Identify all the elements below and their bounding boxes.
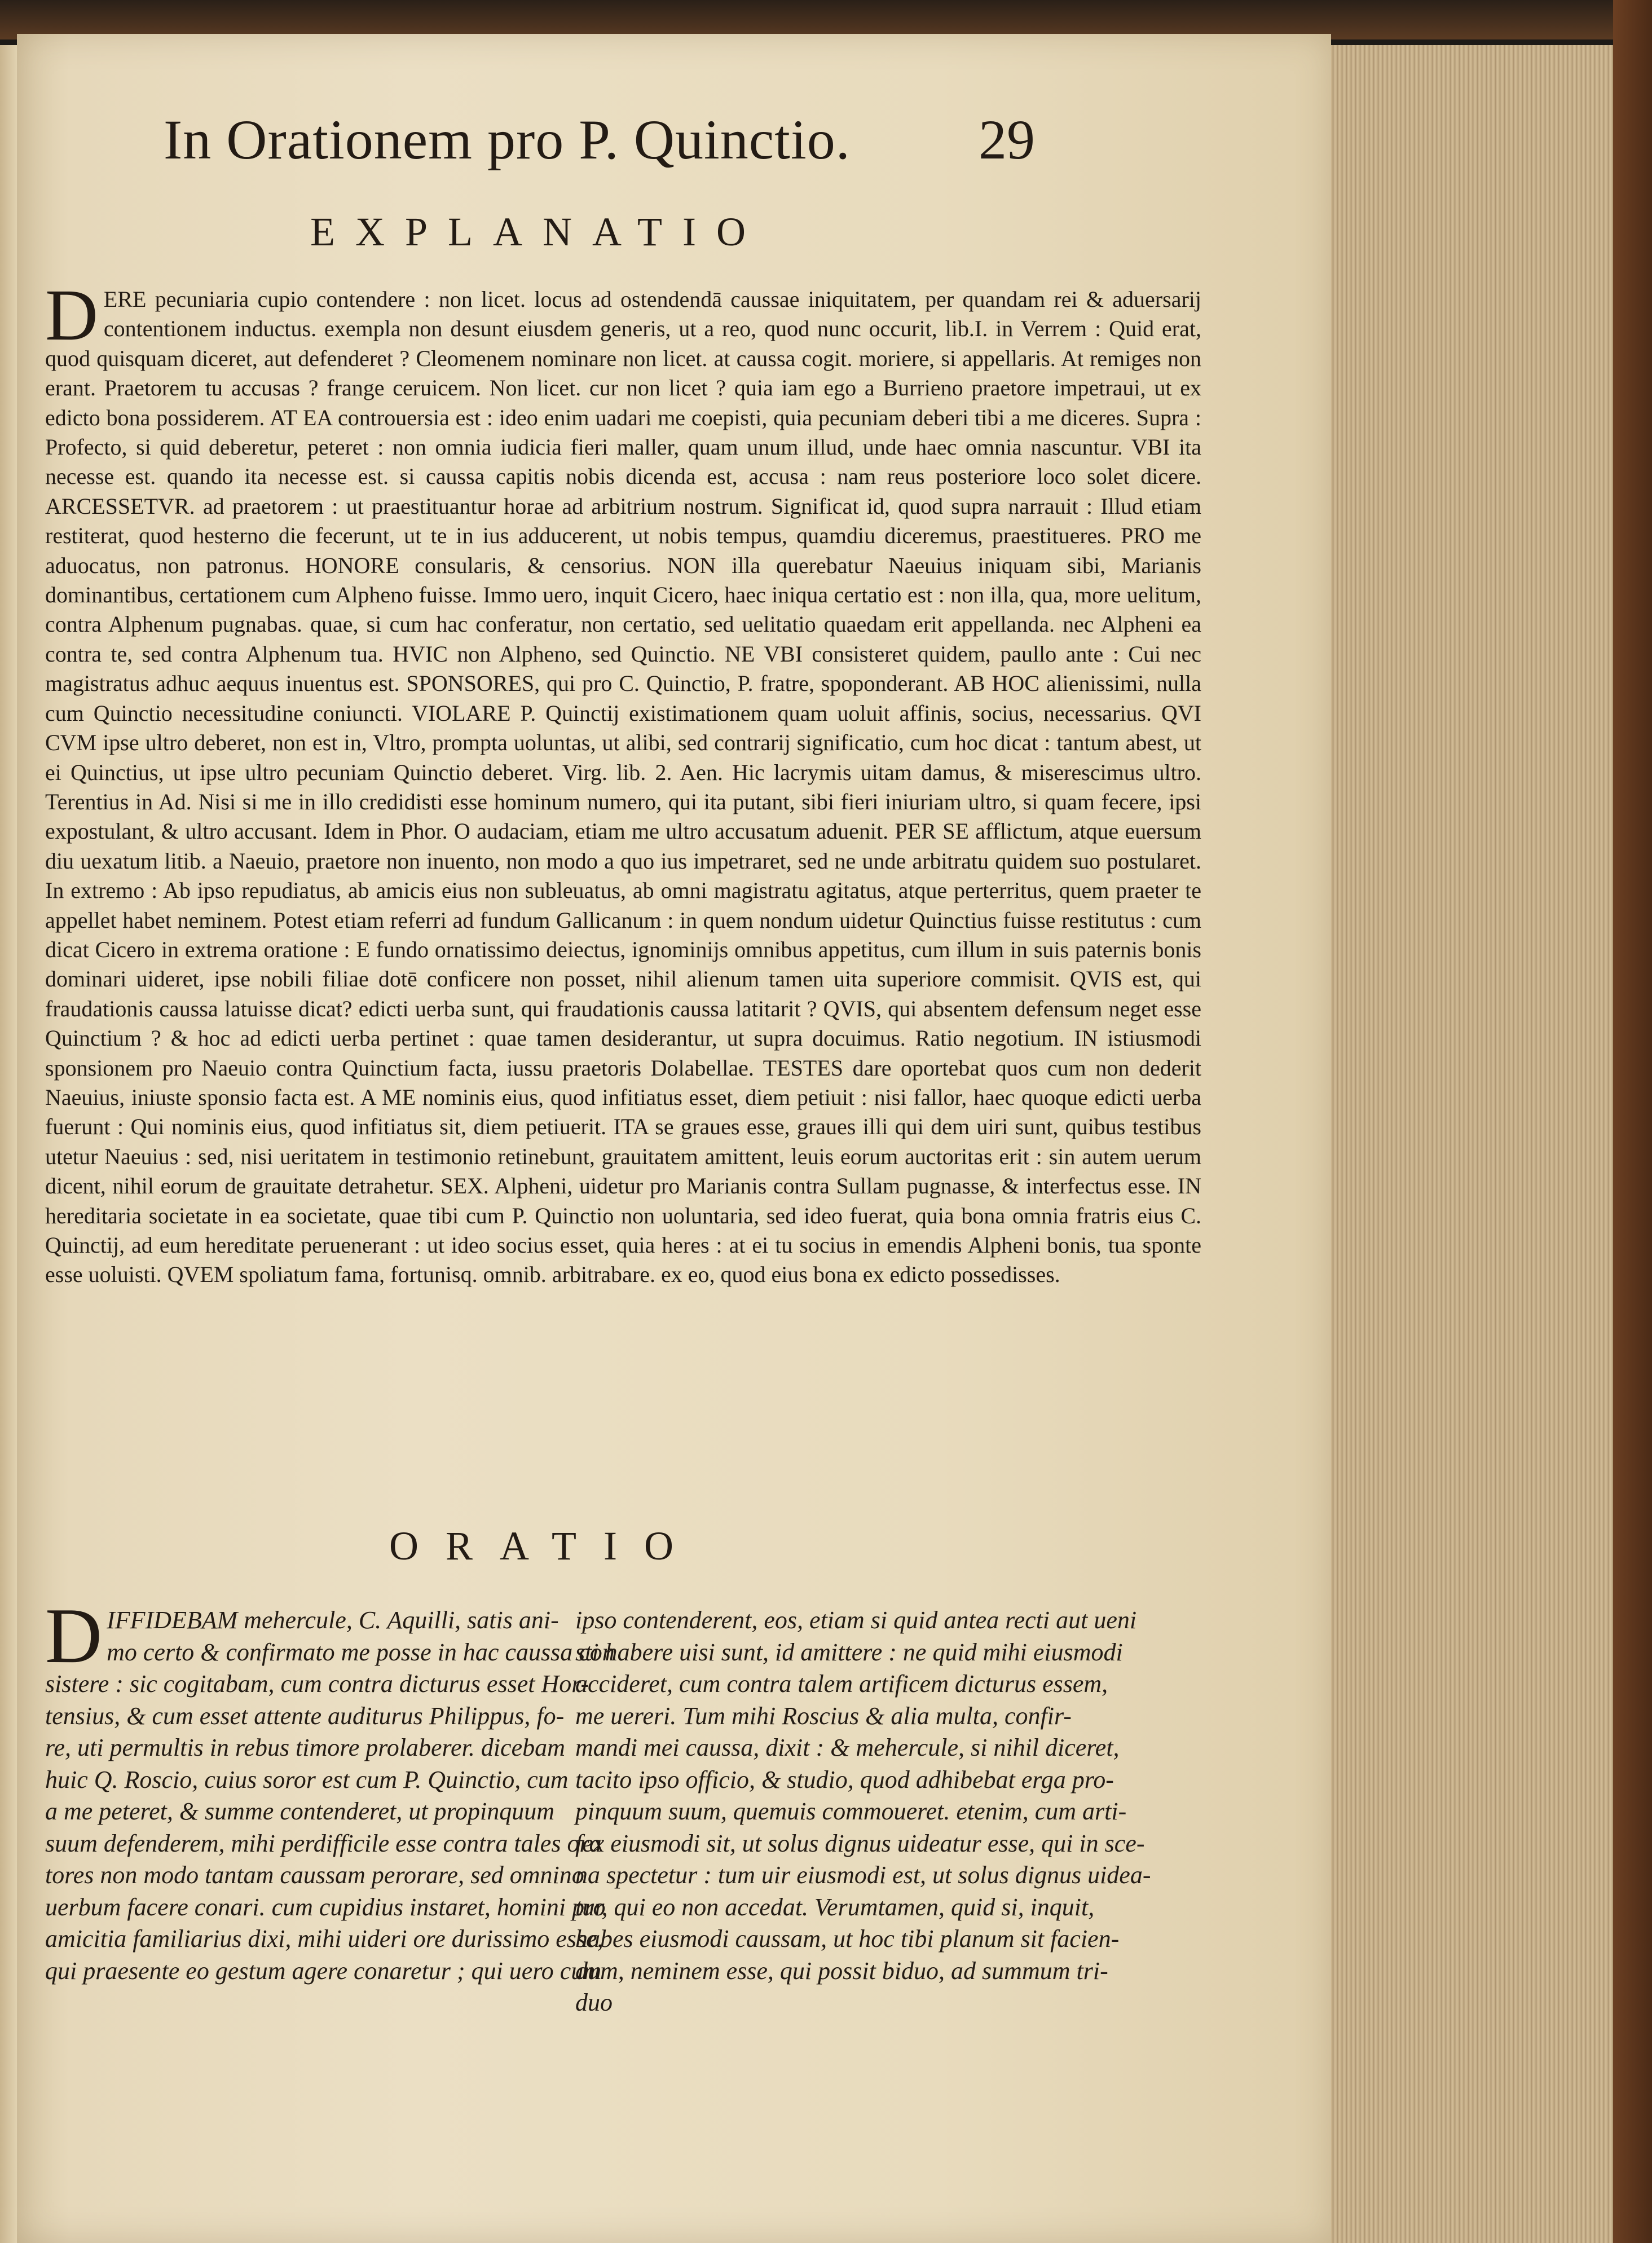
text-line: mo certo & confirmato me posse in hac caussa con <box>107 1638 615 1666</box>
running-title: In Orationem pro P. Quinctio. <box>164 108 851 171</box>
text-line: sistere : sic cogitabam, cum contra dicturus esset Hor- <box>45 1670 589 1698</box>
text-line: mandi mei caussa, dixit : & mehercule, si nihil diceret, <box>575 1734 1120 1761</box>
oratio-right-column <box>575 1605 1151 2019</box>
text-line: re, uti permultis in rebus timore prolaberer. dicebam <box>45 1734 565 1761</box>
explanatio-heading: EXPLANATIO <box>310 209 766 254</box>
text-line: qui praesente eo gestum agere conaretur ; qui uero cum <box>45 1956 602 1985</box>
text-line: habes eiusmodi caussam, ut hoc tibi planum sit facien- <box>575 1925 1120 1953</box>
drop-initial: D <box>45 275 98 356</box>
text-line: sti habere uisi sunt, id amittere : ne quid mihi eiusmodi <box>575 1638 1123 1666</box>
explanatio-body <box>45 275 1201 1290</box>
text-line: dum, neminem esse, qui possit biduo, ad summum tri- <box>575 1956 1108 1985</box>
text-line: pinquum suum, quemuis commoueret. etenim, cum arti- <box>575 1797 1127 1825</box>
previous-page-edge <box>0 45 17 2243</box>
drop-initial: D <box>45 1592 103 1680</box>
oratio-left-lines <box>45 1592 615 1987</box>
text-line: tur, qui eo non accedat. Verumtamen, quid si, inquit, <box>575 1893 1095 1921</box>
text-line: me uereri. Tum mihi Roscius & alia multa, confir- <box>575 1702 1072 1730</box>
text-line: tensius, & cum esset attente auditurus Philippus, fo- <box>45 1702 565 1730</box>
text-line: na spectetur : tum uir eiusmodi est, ut solus dignus uidea- <box>575 1861 1151 1889</box>
text-line: tores non modo tantam caussam perorare, sed omnino <box>45 1861 584 1889</box>
text-line: huic Q. Roscio, cuius soror est cum P. Quinctio, cum <box>45 1765 569 1793</box>
text-line: duo <box>575 1989 613 2016</box>
text-line: IFFIDEBAM mehercule, C. Aquilli, satis ani- <box>107 1606 559 1634</box>
book-cover-edge <box>1613 0 1652 2243</box>
oratio-heading: ORATIO <box>389 1523 701 1568</box>
page-number: 29 <box>979 108 1035 171</box>
oratio-left-column <box>45 1592 615 1987</box>
text-line: fex eiusmodi sit, ut solus dignus uideatur esse, qui in sce- <box>575 1829 1145 1857</box>
text-line: ipso contenderent, eos, etiam si quid antea recti aut ueni <box>575 1606 1137 1634</box>
text-line: suum defenderem, mihi perdifficile esse contra tales ora <box>45 1829 602 1857</box>
text-line: amicitia familiarius dixi, mihi uideri ore durissimo esse, <box>45 1925 603 1953</box>
text-line: tacito ipso officio, & studio, quod adhibebat erga pro- <box>575 1765 1114 1793</box>
text-line: accideret, cum contra talem artificem dicturus essem, <box>575 1670 1108 1698</box>
text-line: a me peteret, & summe contenderet, ut propinquum <box>45 1797 555 1825</box>
page-block-fore-edge <box>1320 45 1652 2243</box>
explanatio-paragraph: ERE pecuniaria cupio contendere : non licet. locus ad ostendendā caussae iniquitatem, per quandam rei & aduersarij contentionem inductus. exempla non desunt eiusdem generis, ut a reo, quod nunc occurit, lib.I. in Verrem : Quid erat, quod quisquam diceret, aut defenderet ? Cleomenem nominare non licet. at caussa cogit. moriere, si appellaris. At remiges non erant. Praetorem tu accusas ? frange ceruicem. Non licet. cur non licet ? quia iam ego a Burrieno praetore impetraui, ut ex edicto bona possiderem. AT EA controuersia est : ideo enim uadari me coepisti, quia pecuniam deberi tibi a me diceres. Supra : Profecto, si quid deberetur, peteret : non omnia iudicia fieri maller, quam unum illud, unde haec omnia nascuntur. VBI ita necesse est. quando ita necesse est. si caussa capitis nobis dicenda est, accusa : nam reus posteriore loco solet dicere. ARCESSETVR. ad praetorem : ut praestituantur horae ad arbitrium nostrum. Significat id, quod supra narrauit : Illud etiam restiterat, quod hesterno die fecerunt, ut te in ius adducerent, ut nobis tempus, quamdiu diceremus, praestitueres. PRO me aduocatus, non patronus. HONORE consularis, & censorius. NON illa querebatur Naeuius iniquam sibi, Marianis dominantibus, certationem cum Alpheno fuisse. Immo uero, inquit Cicero, haec iniqua certatio est : non illa, qua, more uelitum, contra Alphenum pugnabas. quae, si cum hac conferatur, non certatio, sed uelitatio quaedam erit appellanda. nec Alpheni ea contra te, sed contra Alphenum tua. HVIC non Alpheno, sed Quinctio. NE VBI consisteret quidem, paullo ante : Cui nec magistratus adhuc aequus inuentus est. SPONSORES, qui pro C. Quinctio, P. fratre, spoponderant. AB HOC alienissimi, nulla cum Quinctio necessitudine coniuncti. VIOLARE P. Quinctij existimationem quam uoluit affinis, socius, necessarius. QVI CVM ipse ultro deberet, non est in, Vltro, prompta uoluntas, ut alibi, sed contrarij significatio, cum hoc dicat : tantum abest, ut ei Quinctius, ut ipse ultro pecuniam Quinctio deberet. Virg. lib. 2. Aen. Hic lacrymis uitam damus, & miserescimus ultro. Terentius in Ad. Nisi si me in illo credidisti esse hominum numero, qui ita putant, sibi fieri iniuriam ultro, si quam fecere, ipsi expostulant, & ultro accusant. Idem in Phor. O audaciam, etiam me ultro accusatum aduenit. PER SE afflictum, atque euersum diu uexatum litib. a Naeuio, praetore non inuento, non modo a quo ius impetraret, sed ne unde arbitratu quidem suo postularet. In extremo : Ab ipso repudiatus, ab amicis eius non subleuatus, ab omni magistratu agitatus, atque perterritus, quem praeter te appellet habet neminem. Potest etiam referri ad fundum Gallicanum : in quem nondum uidetur Quinctius fuisse restitutus : cum dicat Cicero in extrema oratione : E fundo ornatissimo deiectus, ignominijs omnibus appetitus, cum illum in suis paternis bonis dominari uideret, ipse nobili filiae dotē conficere non posset, nihil alienum tamen uita superiore commisit. QVIS est, qui fraudationis caussa latuisse dicat? edicti uerba sunt, qui fraudationis caussa latitarit ? QVIS, qui absentem defensum neget esse Quinctium ? & hoc ad edicti uerba pertinet : quae tamen desiderantur, ut supra docuimus. Ratio negotium. IN istiusmodi sponsionem pro Naeuio contra Quinctium facta, iussu praetoris Dolabellae. TESTES dare oportebat quos cum non dederit Naeuius, iniuste sponsio facta est. A ME nominis eius, quod infitiatus esset, diem petiuit : nisi fallor, haec quoque edicti uerba fuerunt : Qui nominis eius, quod infitiatus sit, diem petiuerit. ITA se graues esse, graues illi qui dem uiri sunt, quibus testibus utetur Naeuius : sed, nisi ueritatem in testimonio retinebunt, grauitatem amittent, leuis eorum auctoritas erit : sin autem uerum dicent, nihil eorum de grauitate detrahetur. SEX. Alpheni, uidetur pro Marianis contra Sullam pugnasse, & interfectus esse. IN hereditaria societate in ea societate, quae tibi cum P. Quinctio non uoluntaria, sed ideo fuerat, quia bona omnia fratris eius C. Quinctij, ad eum hereditate peruenerant : ut ideo socius esset, quia heres : at ei tu socius in emendis Alpheni bonis, tua sponte esse uoluisti. QVEM spoliatum fama, fortunisq. omnib. arbitrabare. ex eo, quod eius bona ex edicto possedisses. <box>45 287 1201 1288</box>
text-line: uerbum facere conari. cum cupidius instaret, homini pro <box>45 1893 606 1921</box>
